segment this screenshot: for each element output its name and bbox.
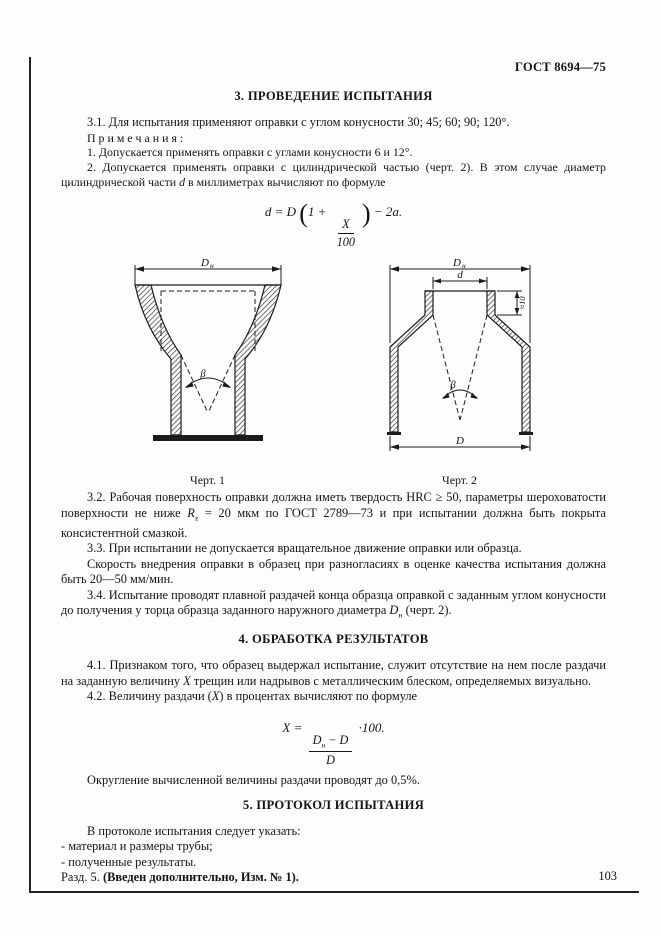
- fraction-numerator: [309, 733, 353, 752]
- amendment-bold: (Введен дополнительно, Изм. № 1).: [102, 870, 299, 885]
- subscript: z: [194, 513, 199, 523]
- dimension-label-dn: D: [200, 257, 209, 270]
- figure-1: [113, 255, 303, 488]
- note-1: 1. Допускается применять оправки с углами конусности 6 и 12°.: [87, 145, 413, 160]
- variable: X: [183, 673, 191, 688]
- paragraph-3-2: [61, 490, 606, 541]
- text-run: = 20 мкм по ГОСТ 2789—73 и при испытании должна быть покрыта консистентной смазкой.: [61, 505, 606, 540]
- paragraph-4-2: [61, 689, 606, 705]
- formula-paren-open: (: [299, 199, 308, 229]
- paragraph-rounding: Округление вычисленной величины раздачи проводят до 0,5%.: [87, 773, 420, 788]
- protocol-intro: В протоколе испытания следует указать:: [87, 823, 301, 838]
- fraction-numerator: X: [338, 217, 353, 233]
- formula-paren-close: ): [361, 199, 371, 229]
- dimension-label-height: ≈10: [516, 296, 527, 310]
- text-run: (черт. 2).: [402, 603, 452, 618]
- subscript: н: [398, 610, 403, 620]
- formula-rhs: ·100.: [355, 719, 385, 735]
- protocol-item-material: - материал и размеры трубы;: [61, 839, 213, 854]
- doc-reference: ГОСТ 8694—75: [514, 60, 606, 74]
- formula-inner: 1 +: [307, 204, 330, 220]
- fig1-tube-section: [135, 285, 281, 435]
- text-run: 3.4. Испытание проводят плавной раздачей конца образца оправкой с заданным углом конусности до получения у торца образца заданного наружного диаметра: [61, 587, 606, 618]
- fraction: [309, 733, 353, 768]
- paragraph-3-1: 3.1. Для испытания применяют оправки с углом конусности 30; 45; 60; 90; 120°.: [87, 115, 510, 129]
- text-run: Разд. 5.: [61, 870, 103, 885]
- figure-2-drawing: [365, 255, 555, 465]
- fig2-tube-section: [387, 291, 533, 434]
- fraction: [333, 217, 359, 249]
- figure-2-caption: Черт. 2: [442, 473, 477, 488]
- figure-2: [365, 255, 555, 488]
- paragraph-3-3: 3.3. При испытании не допускается вращательное движение оправки или образца.: [87, 541, 522, 556]
- fig2-dimension-height: [497, 291, 527, 315]
- fraction-denominator: 100: [336, 234, 355, 249]
- formula-expansion-percent: [61, 711, 606, 768]
- figure-1-drawing: [113, 255, 303, 465]
- formula-cylindrical-diameter: [61, 195, 606, 249]
- fig1-mandrel-dashed-outline: [161, 291, 255, 351]
- page-frame-bottom: [29, 891, 639, 893]
- fig1-cone-angle: [181, 355, 235, 413]
- text-run: 4.2. Величину раздачи (: [87, 689, 212, 704]
- text-run: − D: [325, 732, 349, 747]
- notes-label: П р и м е ч а н и я :: [87, 130, 184, 145]
- paragraph-3-3-speed: Скорость внедрения оправки в образец при разногласиях в оценке качества испытания должна быть 20—50 мм/мин.: [61, 556, 606, 587]
- note-2: [61, 160, 606, 189]
- section-5-title: 5. ПРОТОКОЛ ИСПЫТАНИЯ: [242, 797, 425, 812]
- paragraph-4-1: [61, 658, 606, 689]
- dimension-label-dn-sub: н: [209, 261, 214, 271]
- fig2-dimension-d: [433, 269, 487, 289]
- variable: D: [389, 603, 399, 618]
- text-run: в миллиметрах вычисляют по формуле: [185, 174, 386, 189]
- dimension-label-dn-sub: н: [461, 261, 466, 271]
- variable: R: [187, 505, 195, 520]
- figure-1-caption: Черт. 1: [190, 473, 225, 488]
- angle-label-beta: β: [199, 369, 206, 381]
- fig1-dimension-dn: [135, 257, 281, 285]
- text-run: трещин или надрывов с металлическим блеском, определяемых визуально.: [190, 673, 591, 688]
- variable: X: [211, 689, 220, 704]
- page-number: 103: [598, 869, 617, 883]
- fig1-base-plate: [153, 435, 263, 441]
- text-run: 4.1. Признаком того, что образец выдержал испытание, служит отсутствие на нем после раздачи на заданную величину: [61, 658, 606, 688]
- page-frame-left: [29, 57, 31, 891]
- page-content: [61, 60, 606, 886]
- dimension-label-dn: D: [452, 257, 461, 270]
- formula-rhs: − 2a.: [370, 204, 403, 220]
- angle-label-beta: β: [449, 380, 456, 392]
- section-3-title: 3. ПРОВЕДЕНИЕ ИСПЫТАНИЯ: [234, 89, 433, 103]
- fig2-cone-angle: [433, 315, 487, 420]
- subscript: н: [321, 739, 326, 749]
- section-4-title: 4. ОБРАБОТКА РЕЗУЛЬТАТОВ: [238, 632, 429, 647]
- figures-row: [61, 255, 606, 488]
- variable: D: [312, 732, 322, 747]
- dimension-label-d-bottom: D: [455, 435, 464, 448]
- amendment-note: [61, 870, 606, 886]
- protocol-item-results: - полученные результаты.: [61, 854, 197, 869]
- text-run: ) в процентах вычисляют по формуле: [219, 689, 418, 704]
- fig2-dimension-d-bottom: [390, 435, 530, 451]
- formula-lhs: X =: [282, 719, 306, 735]
- paragraph-3-4: [61, 588, 606, 623]
- formula-lhs: d = D: [264, 204, 300, 220]
- variable: d: [179, 174, 186, 189]
- fraction-denominator: D: [326, 752, 335, 767]
- dimension-label-d: d: [456, 269, 463, 282]
- text-run: 3.2. Рабочая поверхность оправки должна иметь твердость HRC ≥ 50, параметры шероховатости поверхности не ниже: [61, 490, 606, 520]
- text-run: 2. Допускается применять оправки с цилиндрической частью (черт. 2). В этом случае диаметр цилиндрической части: [61, 159, 606, 189]
